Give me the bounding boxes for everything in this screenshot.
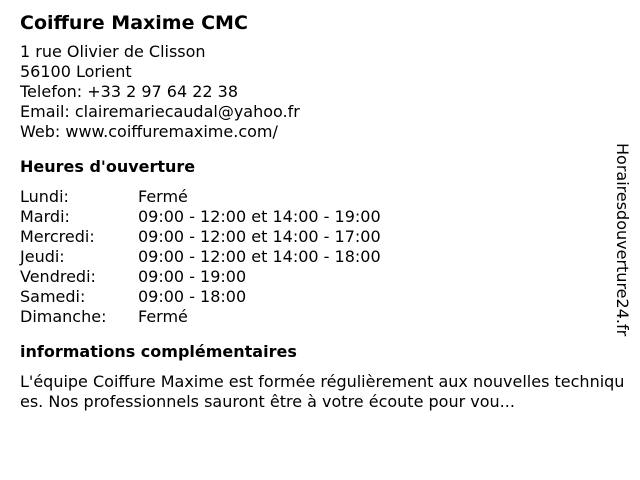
hours-table	[20, 187, 620, 327]
phone-line: Telefon: +33 2 97 64 22 38	[20, 82, 239, 101]
day-label: Mercredi:	[20, 227, 95, 246]
web-line: Web: www.coiffuremaxime.com/	[20, 122, 278, 141]
address-line-2: 56100 Lorient	[20, 62, 132, 81]
day-label: Lundi:	[20, 187, 69, 206]
day-label: Mardi:	[20, 207, 70, 226]
hours-row-tuesday	[20, 207, 620, 227]
hours-heading: Heures d'ouverture	[20, 157, 196, 176]
business-name: Coiffure Maxime CMC	[20, 12, 248, 34]
hours-row-wednesday	[20, 227, 620, 247]
day-hours: 09:00 - 12:00 et 14:00 - 19:00	[138, 207, 381, 226]
day-hours: 09:00 - 19:00	[138, 267, 247, 286]
day-label: Samedi:	[20, 287, 86, 306]
hours-row-monday	[20, 187, 620, 207]
watermark-text: Horairesdouverture24.fr	[613, 143, 632, 337]
day-label: Dimanche:	[20, 307, 107, 326]
day-hours: 09:00 - 12:00 et 14:00 - 17:00	[138, 227, 381, 246]
hours-row-saturday	[20, 287, 620, 307]
email-line: Email: clairemariecaudal@yahoo.fr	[20, 102, 300, 121]
watermark	[612, 134, 632, 346]
address-line-1: 1 rue Olivier de Clisson	[20, 42, 206, 61]
day-label: Vendredi:	[20, 267, 96, 286]
info-text: L'équipe Coiffure Maxime est formée régulièrement aux nouvelles techniques. Nos professionnels sauront être à votre écoute pour vou...	[20, 372, 625, 411]
hours-row-friday	[20, 267, 620, 287]
info-heading: informations complémentaires	[20, 342, 297, 361]
day-hours: 09:00 - 18:00	[138, 287, 247, 306]
day-label: Jeudi:	[20, 247, 65, 266]
day-hours: 09:00 - 12:00 et 14:00 - 18:00	[138, 247, 381, 266]
hours-row-sunday	[20, 307, 620, 327]
day-hours: Fermé	[138, 307, 188, 326]
day-hours: Fermé	[138, 187, 188, 206]
hours-row-thursday	[20, 247, 620, 267]
